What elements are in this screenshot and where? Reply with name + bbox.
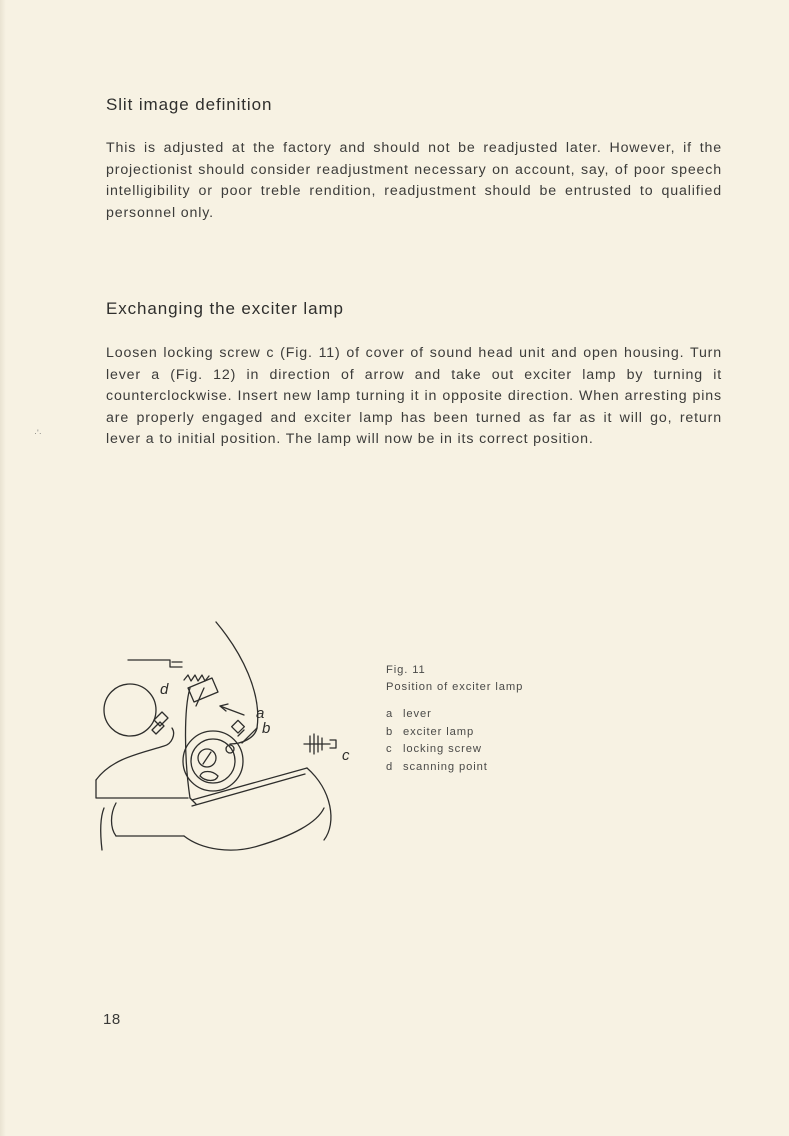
exciter-lamp-disc	[183, 731, 243, 791]
legend-key: b	[386, 725, 394, 738]
legend-item	[386, 724, 488, 742]
section-title-slit-image: Slit image definition	[106, 95, 273, 114]
legend-key: c	[386, 743, 393, 755]
page-edge-shadow	[0, 0, 6, 1136]
legend-text: lever	[403, 708, 432, 720]
figure-number: Fig. 11	[386, 664, 426, 676]
lever-arrow	[220, 706, 244, 715]
legend-key: d	[386, 760, 394, 773]
label-d: d	[160, 681, 169, 698]
page-number: 18	[103, 1011, 121, 1028]
print-speck: ·'·	[34, 428, 42, 438]
label-a: a	[256, 705, 265, 722]
legend-item	[386, 759, 488, 777]
section-title-exciter-lamp: Exchanging the exciter lamp	[106, 299, 344, 318]
figure-caption	[386, 662, 523, 696]
legend-key: a	[386, 708, 394, 720]
legend-text: exciter lamp	[403, 725, 475, 738]
sound-head-diagram	[92, 618, 362, 863]
label-b: b	[262, 720, 271, 737]
paragraph-slit-image: This is adjusted at the factory and should not be readjusted later. However, if the projectionist should consider readjustment necessary on account, say, of poor speech intelligibility or poor treble rendition, readjustment should be entrusted to qualified personnel only.	[106, 140, 722, 221]
legend-item	[386, 741, 488, 759]
bottom-plate	[192, 768, 307, 800]
figure-legend	[386, 706, 488, 776]
legend-text: locking screw	[403, 743, 482, 755]
lever-spring	[184, 675, 209, 681]
sound-drum	[104, 684, 156, 736]
paragraph-exciter-lamp: Loosen locking screw c (Fig. 11) of cover of sound head unit and open housing. Turn lever a (Fig. 12) in direction of arrow and take out exciter lamp by turning it counterclockwise. Insert new lamp turning it in opposite direction. When arresting pins are properly engaged and exciter lamp has been turned as far as it will go, return lever a to initial position. The lamp will now be in its correct position.	[106, 345, 722, 447]
legend-text: scanning point	[403, 760, 488, 773]
label-c: c	[342, 747, 350, 764]
top-bracket	[128, 660, 182, 667]
figure-title: Position of exciter lamp	[386, 681, 524, 693]
legend-item	[386, 706, 488, 724]
